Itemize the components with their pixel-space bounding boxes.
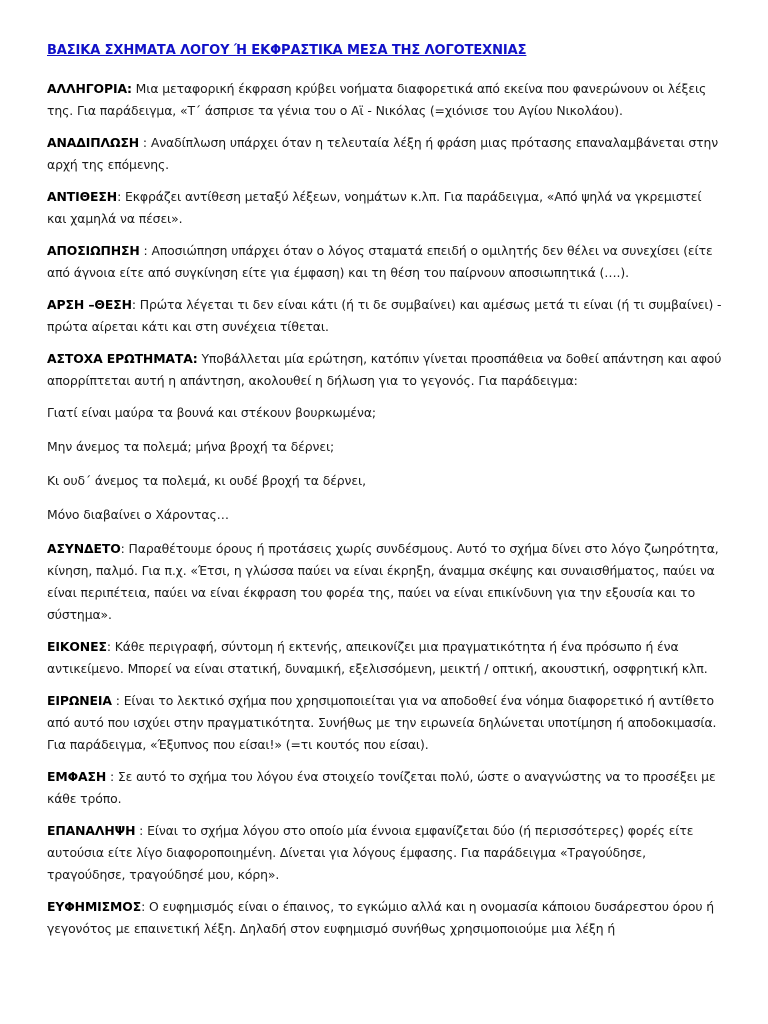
- entry-text: Μια μεταφορική έκφραση κρύβει νοήματα διαφορετικά από εκείνα που φανερώνουν οι λέξεις της. Για παράδειγμα, «Τ΄ άσπρισε τα γένια του ο Αϊ - Νικόλας (=χιόνισε του Αγίου Νικολάου).: [47, 81, 707, 118]
- entry-text: : Αναδίπλωση υπάρχει όταν η τελευταία λέξη ή φράση μιας πρότασης επαναλαμβάνεται στην αρχή της επόμενης.: [47, 135, 719, 172]
- entry-text: : Πρώτα λέγεται τι δεν είναι κάτι (ή τι δε συμβαίνει) και αμέσως μετά τι είναι (ή τι συμβαίνει) - πρώτα αίρεται κάτι και στη συνέχεια τίθεται.: [47, 297, 722, 334]
- entry-rhetorical-questions: [47, 348, 722, 392]
- entry-term: ΕΙΚΟΝΕΣ: [47, 639, 107, 654]
- entry-images: [47, 636, 722, 680]
- entry-text: : Είναι το λεκτικό σχήμα που χρησιμοποιείται για να αποδοθεί ένα νόημα διαφορετικό ή αντίθετο από αυτό που ισχύει στην πραγματικότητα. Συνήθως με την ειρωνεία δηλώνεται υποτίμηση ή αποδοκιμασία. Για παράδειγμα, «Έξυπνος που είσαι!» (=τι κουτός που είσαι).: [47, 693, 717, 752]
- entry-text: : Παραθέτουμε όρους ή προτάσεις χωρίς συνδέσμους. Αυτό το σχήμα δίνει στο λόγο ζωηρότητα, κίνηση, παλμό. Για π.χ. «Έτσι, η γλώσσα παύει να είναι έκρηξη, άναμμα σκέψης και συναισθήματος, παύει να είναι περιπέτεια, παύει να είναι έκφραση του φορέα της, παύει να είναι επικίνδυνη για την εξουσία και το σύστημα».: [47, 541, 719, 622]
- verse-line: Κι ουδ΄ άνεμος τα πολεμά, κι ουδέ βροχή τα δέρνει,: [47, 473, 366, 488]
- entry-term: ΑΡΣΗ –ΘΕΣΗ: [47, 297, 132, 312]
- entry-term: ΕΥΦΗΜΙΣΜΟΣ: [47, 899, 142, 914]
- entry-term: ΑΝΑΔΙΠΛΩΣΗ: [47, 135, 140, 150]
- entry-term: ΕΠΑΝΑΛΗΨΗ: [47, 823, 136, 838]
- entry-term: ΑΝΤΙΘΕΣΗ: [47, 189, 118, 204]
- entry-text: : Αποσιώπηση υπάρχει όταν ο λόγος σταματά επειδή ο ομιλητής δεν θέλει να συνεχίσει (είτε από άγνοια είτε από συγκίνηση είτε για έμφαση) και τη θέση του παίρνουν αποσιωπητικά (….).: [47, 243, 713, 280]
- entry-text: : Σε αυτό το σχήμα του λόγου ένα στοιχείο τονίζεται πολύ, ώστε ο αναγνώστης να το προσέξει με κάθε τρόπο.: [47, 769, 716, 806]
- entry-term: ΑΛΛΗΓΟΡΙΑ:: [47, 81, 132, 96]
- entry-arsi-thesi: [47, 294, 722, 338]
- entry-allegory: [47, 78, 722, 122]
- entry-repetition: [47, 820, 722, 886]
- entry-text: : Ο ευφημισμός είναι ο έπαινος, το εγκώμιο αλλά και η ονομασία κάποιου δυσάρεστου όρου ή γεγονότος με επαινετική λέξη. Δηλαδή στον ευφημισμό συνήθως χρησιμοποιούμε μια λέξη ή: [47, 899, 714, 936]
- entry-antithesis: [47, 186, 722, 230]
- entry-aposiopesis: [47, 240, 722, 284]
- entry-term: ΑΣΥΝΔΕΤΟ: [47, 541, 121, 556]
- verse-line: Μην άνεμος τα πολεμά; μήνα βροχή τα δέρνει;: [47, 439, 335, 454]
- verse-line: Μόνο διαβαίνει ο Χάροντας…: [47, 507, 229, 522]
- page-title: ΒΑΣΙΚΑ ΣΧΗΜΑΤΑ ΛΟΓΟΥ Ή ΕΚΦΡΑΣΤΙΚΑ ΜΕΣΑ ΤΗΣ ΛΟΓΟΤΕΧΝΙΑΣ: [47, 43, 527, 58]
- entry-irony: [47, 690, 722, 756]
- entry-term: ΑΠΟΣΙΩΠΗΣΗ: [47, 243, 140, 258]
- entry-euphemism: [47, 896, 722, 940]
- entry-text: : Εκφράζει αντίθεση μεταξύ λέξεων, νοημάτων κ.λπ. Για παράδειγμα, «Από ψηλά να γκρεμιστεί και χαμηλά να πέσει».: [47, 189, 702, 226]
- entry-text: Υποβάλλεται μία ερώτηση, κατόπιν γίνεται προσπάθεια να δοθεί απάντηση και αφού απορρίπτεται αυτή η απάντηση, ακολουθεί η δήλωση για το γεγονός. Για παράδειγμα:: [47, 351, 722, 388]
- verse-line: Γιατί είναι μαύρα τα βουνά και στέκουν βουρκωμένα;: [47, 405, 376, 420]
- entry-asyndeton: [47, 538, 722, 626]
- entry-anadiplosis: [47, 132, 722, 176]
- entry-emphasis: [47, 766, 722, 810]
- entry-text: : Είναι το σχήμα λόγου στο οποίο μία έννοια εμφανίζεται δύο (ή περισσότερες) φορές είτε αυτούσια είτε λίγο διαφοροποιημένη. Δίνεται για λόγους έμφασης. Για παράδειγμα «Τραγούδησε, τραγούδησε, τραγούδησέ μου, κόρη».: [47, 823, 694, 882]
- entry-term: ΕΜΦΑΣΗ: [47, 769, 107, 784]
- entry-term: ΑΣΤΟΧΑ ΕΡΩΤΗΜΑΤΑ:: [47, 351, 198, 366]
- entry-term: ΕΙΡΩΝΕΙΑ: [47, 693, 112, 708]
- entry-text: : Κάθε περιγραφή, σύντομη ή εκτενής, απεικονίζει μια πραγματικότητα ή ένα πρόσωπο ή ένα αντικείμενο. Μπορεί να είναι στατική, δυναμική, εξελισσόμενη, μεικτή / οπτική, ακουστική, οσφρητική κλπ.: [47, 639, 708, 676]
